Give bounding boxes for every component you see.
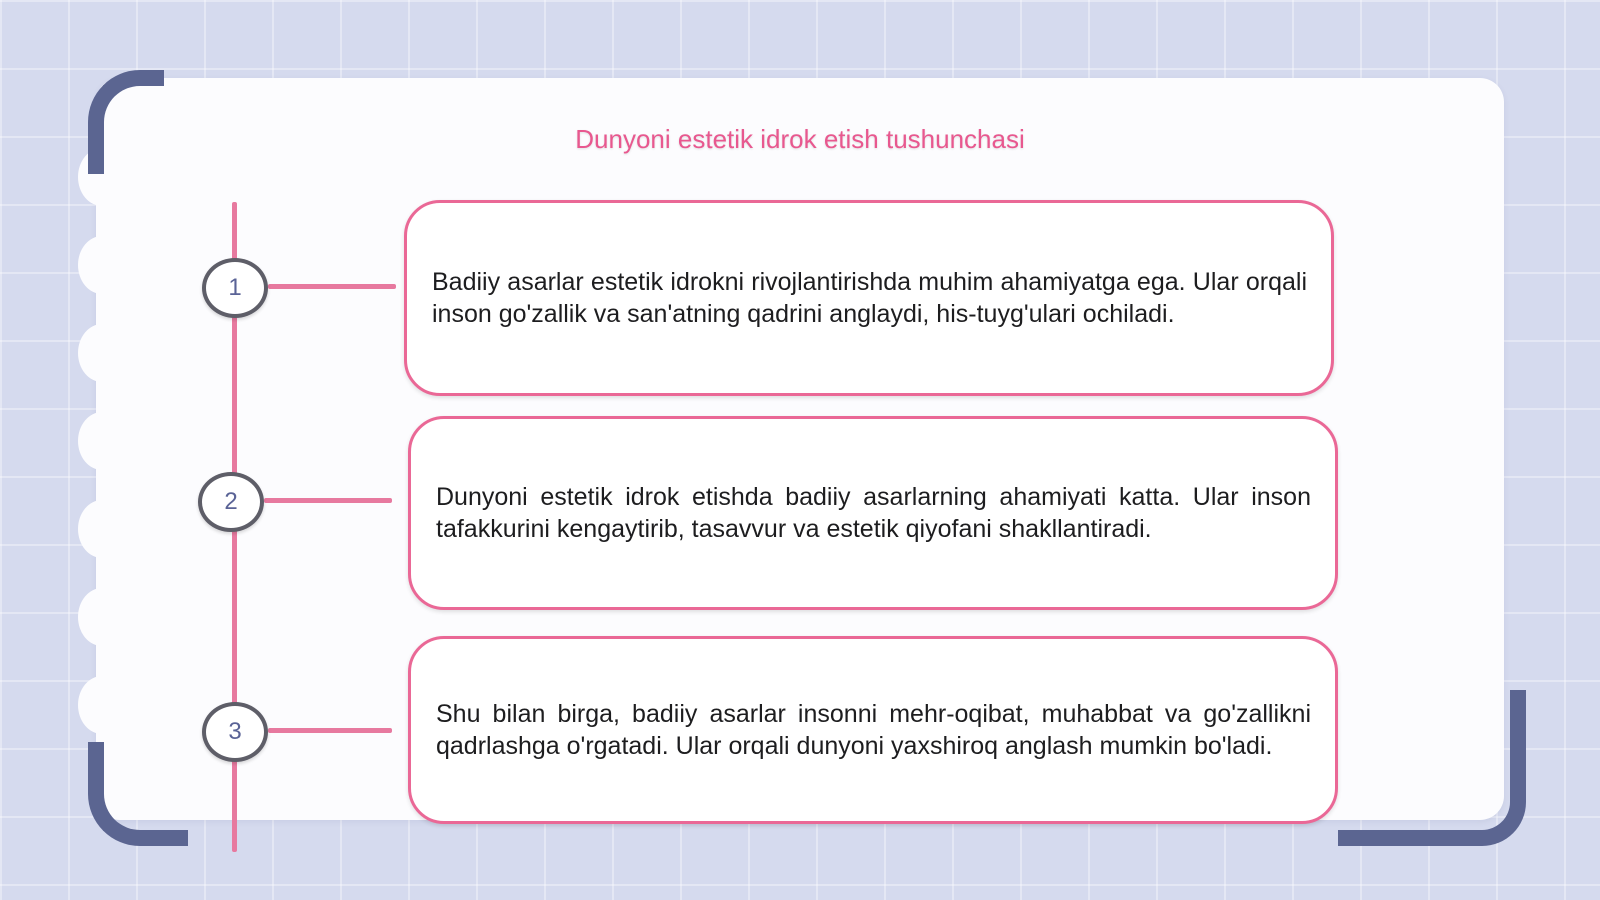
info-card <box>408 636 1338 824</box>
paper-edge-bump <box>78 236 126 294</box>
paper-edge-bump <box>78 676 126 734</box>
card-text: Shu bilan birga, badiiy asarlar insonni mehr-oqibat, muhabbat va go'zallikni qadrlashga o'rgatadi. Ular orqali dunyoni yaxshiroq anglash mumkin bo'ladi. <box>436 700 1311 760</box>
step-number-circle <box>202 258 268 318</box>
paper-edge-bump <box>78 324 126 382</box>
corner-bracket-top-left <box>88 70 164 174</box>
step-number: 1 <box>228 274 242 301</box>
step-number: 3 <box>228 718 242 745</box>
card-text: Dunyoni estetik idrok etishda badiiy asarlarning ahamiyati katta. Ular inson tafakkurini kengaytirib, tasavvur va estetik qiyofani shakllantiradi. <box>436 483 1311 543</box>
paper-edge-bump <box>78 412 126 470</box>
step-number-circle <box>202 702 268 762</box>
info-card <box>404 200 1334 396</box>
connector-line <box>264 498 392 503</box>
info-card <box>408 416 1338 610</box>
corner-bracket-bottom-right <box>1338 690 1526 846</box>
connector-line <box>268 728 392 733</box>
step-number-circle <box>198 472 264 532</box>
step-number: 2 <box>224 488 238 515</box>
connector-line <box>268 284 396 289</box>
paper-edge-bump <box>78 500 126 558</box>
card-text: Badiiy asarlar estetik idrokni rivojlantirishda muhim ahamiyatga ega. Ular orqali inson go'zallik va san'atning qadrini anglaydi, his-tuyg'ulari ochiladi. <box>432 268 1307 328</box>
slide-title: Dunyoni estetik idrok etish tushunchasi <box>575 124 1025 154</box>
corner-bracket-bottom-left <box>88 742 188 846</box>
paper-edge-bump <box>78 588 126 646</box>
